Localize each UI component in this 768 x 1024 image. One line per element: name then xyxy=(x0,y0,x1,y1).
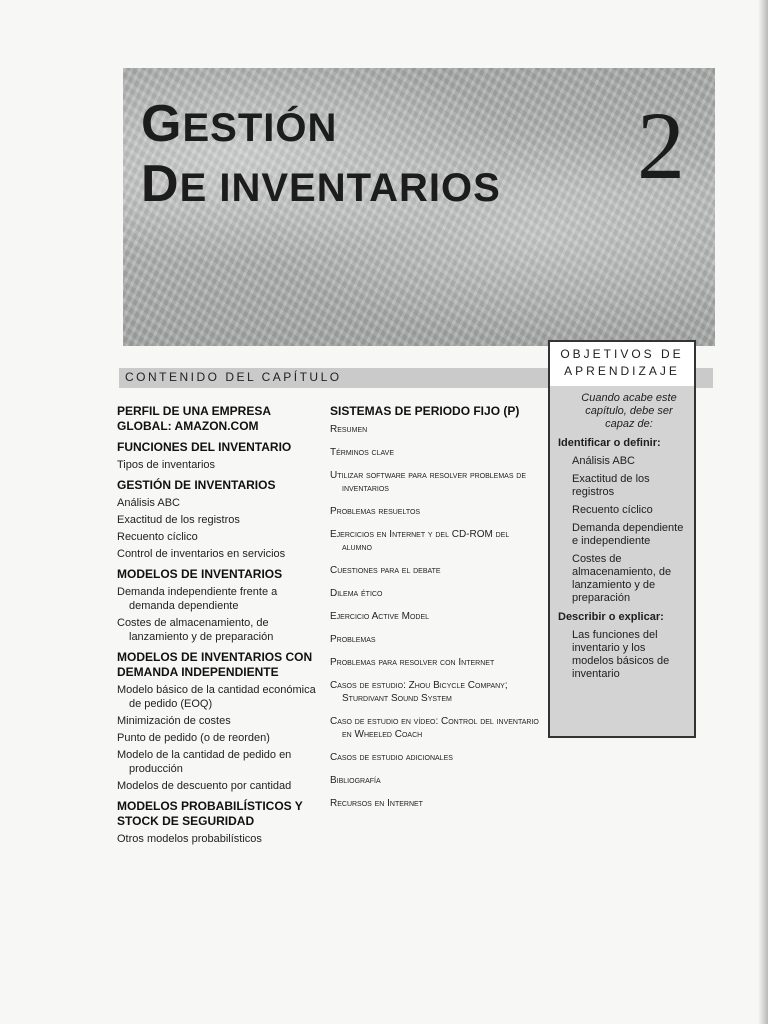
contents-item: Casos de estudio: Zhou Bicycle Company; Sturdivant Sound System xyxy=(330,680,508,704)
contents-column-1 xyxy=(117,404,317,846)
contents-item: Problemas para resolver con Internet xyxy=(330,657,495,668)
describe-heading: Describir o explicar: xyxy=(558,611,664,623)
contents-item: Tipos de inventarios xyxy=(117,459,216,471)
contents-item: Problemas xyxy=(330,634,376,645)
contents-item: Recuento cíclico xyxy=(117,531,198,543)
identify-heading: Identificar o definir: xyxy=(558,437,661,449)
contents-section-heading: PERFIL DE UNA EMPRESA GLOBAL: AMAZON.COM xyxy=(117,404,271,433)
objectives-title-line2: APRENDIZAJE xyxy=(564,364,680,378)
contents-item: Utilizar software para resolver problemas de inventarios xyxy=(330,470,527,494)
contents-section-heading: FUNCIONES DEL INVENTARIO xyxy=(117,440,292,454)
objective-item: Exactitud de los registros xyxy=(572,473,650,498)
contents-section-heading: MODELOS PROBABILÍSTICOS Y STOCK DE SEGURIDAD xyxy=(117,799,303,828)
objective-item: Recuento cíclico xyxy=(572,504,653,516)
identify-list xyxy=(558,455,688,605)
objective-item: Las funciones del inventario y los modelos básicos de inventario xyxy=(572,629,670,680)
contents-item: Modelo básico de la cantidad económica de pedido (EOQ) xyxy=(117,684,316,710)
contents-section-heading: GESTIÓN DE INVENTARIOS xyxy=(117,478,276,492)
contents-item: Modelo de la cantidad de pedido en producción xyxy=(117,749,292,775)
contents-heading: CONTENIDO DEL CAPÍTULO xyxy=(125,370,342,384)
contents-item: Términos clave xyxy=(330,447,394,458)
objectives-title-line1: OBJETIVOS DE xyxy=(560,347,684,361)
chapter-banner xyxy=(123,68,715,346)
contents-item: Punto de pedido (o de reorden) xyxy=(117,732,270,744)
learning-objectives-box xyxy=(548,340,696,738)
objective-item: Costes de almacenamiento, de lanzamiento y de preparación xyxy=(572,553,672,604)
contents-section-heading: MODELOS DE INVENTARIOS xyxy=(117,567,283,581)
contents-item: Control de inventarios en servicios xyxy=(117,548,286,560)
describe-list xyxy=(558,629,688,681)
contents-item: Minimización de costes xyxy=(117,715,231,727)
contents-item: Caso de estudio en vídeo: Control del inventario en Wheeled Coach xyxy=(330,716,539,740)
contents-item: Ejercicios en Internet y del CD-ROM del alumno xyxy=(330,529,510,553)
chapter-title xyxy=(141,96,501,216)
objective-item: Demanda dependiente e independiente xyxy=(572,522,684,547)
objectives-body xyxy=(558,392,688,681)
contents-item: Ejercicio Active Model xyxy=(330,611,430,622)
contents-item: Análisis ABC xyxy=(117,497,180,509)
contents-item: Recursos en Internet xyxy=(330,798,423,809)
chapter-title-line1: GESTIÓN xyxy=(141,95,338,153)
contents-item: Resumen xyxy=(330,424,368,435)
objectives-intro: Cuando acabe este capítulo, debe ser capaz de: xyxy=(581,392,677,430)
contents-column-2 xyxy=(330,404,540,810)
contents-item: Demanda independiente frente a demanda dependiente xyxy=(117,586,278,612)
chapter-title-line2: DE INVENTARIOS xyxy=(141,155,501,213)
contents-item: Dilema ético xyxy=(330,588,383,599)
objective-item: Análisis ABC xyxy=(572,455,635,467)
col2-heading: SISTEMAS DE PERIODO FIJO (P) xyxy=(330,404,520,418)
contents-item: Casos de estudio adicionales xyxy=(330,752,453,763)
chapter-number: 2 xyxy=(637,92,685,199)
contents-item: Exactitud de los registros xyxy=(117,514,240,526)
objectives-header xyxy=(550,342,694,386)
contents-item: Otros modelos probabilísticos xyxy=(117,833,262,845)
contents-item: Modelos de descuento por cantidad xyxy=(117,780,292,792)
page-edge-shadow xyxy=(758,0,768,1024)
contents-section-heading: MODELOS DE INVENTARIOS CON DEMANDA INDEPENDIENTE xyxy=(117,650,313,679)
contents-item: Bibliografía xyxy=(330,775,381,786)
col2-list xyxy=(330,423,540,810)
contents-item: Cuestiones para el debate xyxy=(330,565,441,576)
contents-item: Problemas resueltos xyxy=(330,506,421,517)
contents-item: Costes de almacenamiento, de lanzamiento y de preparación xyxy=(117,617,274,643)
